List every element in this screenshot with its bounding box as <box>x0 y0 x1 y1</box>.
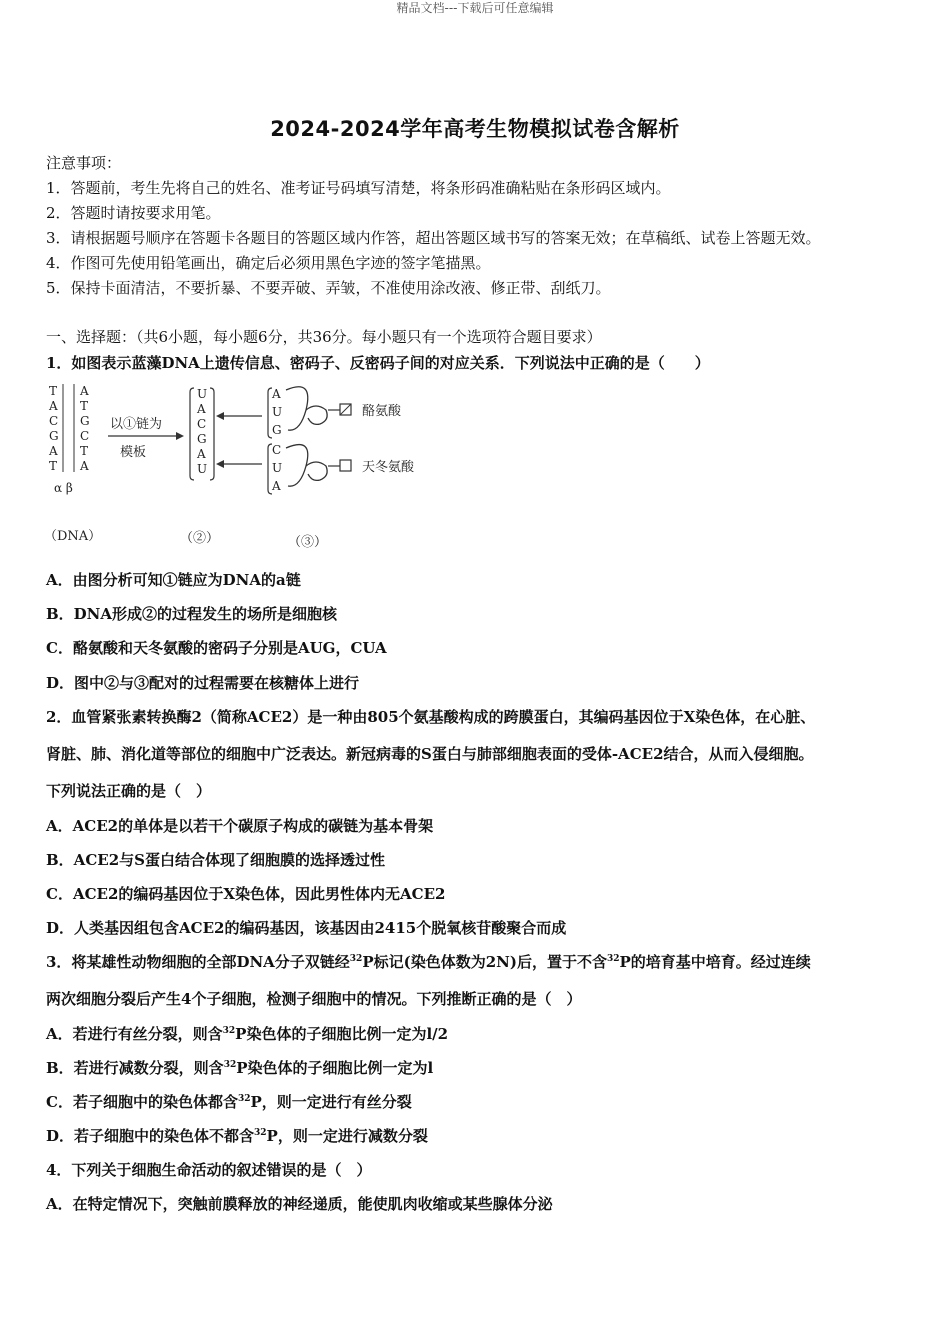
trna-base: U <box>272 461 283 475</box>
q1-stem: 1．如图表示蓝藻DNA上遗传信息、密码子、反密码子间的对应关系．下列说法中正确的是（ ） <box>46 354 710 372</box>
figure-label-2: （②） <box>180 531 220 546</box>
dna-base: A <box>49 444 58 458</box>
q2-option-b: B．ACE2与S蛋白结合体现了细胞膜的选择透过性 <box>46 851 385 869</box>
q3-option-b: B．若进行减数分裂，则含$^{32}$P染色体的子细胞比例一定为l <box>46 1059 434 1077</box>
q3-stem: 3．将某雄性动物细胞的全部DNA分子双链经$^{32}$P标记(染色体数为2N)后，置于不含$^{32}$P的培育基中培育。经过连续 <box>46 953 811 971</box>
q2-stem: 下列说法正确的是（ ） <box>46 782 212 800</box>
mrna-base: G <box>197 432 207 446</box>
dna-strands <box>48 384 90 495</box>
strand-labels: α β <box>54 481 73 495</box>
notice-item: 2．答题时请按要求用笔。 <box>46 204 221 222</box>
mrna-base: U <box>197 387 208 401</box>
notice-heading: 注意事项： <box>46 154 122 172</box>
q1-option-a: A．由图分析可知①链应为DNA的a链 <box>46 571 301 589</box>
q1-option-b: B．DNA形成②的过程发生的场所是细胞核 <box>46 605 338 623</box>
trna-base: C <box>272 443 282 457</box>
mrna-base: A <box>197 447 206 461</box>
dna-base: C <box>80 429 90 443</box>
amino-acid-label: 酪氨酸 <box>362 404 402 419</box>
dna-base: T <box>80 444 89 458</box>
genetic-code-figure <box>44 380 464 555</box>
dna-base: T <box>49 384 58 398</box>
q3-stem: 两次细胞分裂后产生4个子细胞，检测子细胞中的情况。下列推断正确的是（ ） <box>46 990 582 1008</box>
figure-label-dna: （DNA） <box>44 529 102 544</box>
notice-item: 4．作图可先使用铅笔画出，确定后必须用黑色字迹的签字笔描黑。 <box>46 254 491 272</box>
mrna-base: C <box>197 417 207 431</box>
notice-item: 1．答题前，考生先将自己的姓名、准考证号码填写清楚，将条形码准确粘贴在条形码区域内。 <box>46 179 671 197</box>
trna-base: U <box>272 405 283 419</box>
mrna-base: A <box>197 402 206 416</box>
q4-option-a: A．在特定情况下，突触前膜释放的神经递质，能使肌肉收缩或某些腺体分泌 <box>46 1195 553 1213</box>
notice-item: 3．请根据题号顺序在答题卡各题目的答题区域内作答，超出答题区域书写的答案无效；在草稿纸、试卷上答题无效。 <box>46 229 821 247</box>
dna-base: A <box>80 459 89 473</box>
template-label: 以①链为 <box>110 417 163 432</box>
section-heading: 一、选择题：（共6小题，每小题6分，共36分。每小题只有一个选项符合题目要求） <box>46 328 602 346</box>
dna-base: A <box>80 384 89 398</box>
dna-base: A <box>49 399 58 413</box>
dna-base: T <box>49 459 58 473</box>
q2-option-c: C．ACE2的编码基因位于X染色体，因此男性体内无ACE2 <box>46 885 446 903</box>
q2-option-a: A．ACE2的单体是以若干个碳原子构成的碳链为基本骨架 <box>46 817 434 835</box>
trna-base: A <box>272 479 281 493</box>
figure-label-3: （③） <box>288 535 328 550</box>
template-label: 模板 <box>120 445 147 460</box>
q3-option-d: D．若子细胞中的染色体不都含$^{32}$P，则一定进行减数分裂 <box>46 1127 428 1145</box>
q2-stem: 2．血管紧张素转换酶2（简称ACE2）是一种由805个氨基酸构成的跨膜蛋白，其编码基因位于X染色体，在心脏、 <box>46 708 816 726</box>
dna-base: G <box>49 429 59 443</box>
amino-acid-label: 天冬氨酸 <box>362 460 415 475</box>
notice-item: 5．保持卡面清洁，不要折暴、不要弄破、弄皱，不准使用涂改液、修正带、刮纸刀。 <box>46 279 611 297</box>
q2-stem: 肾脏、肺、消化道等部位的细胞中广泛表达。新冠病毒的S蛋白与肺部细胞表面的受体-ACE2结合，从而入侵细胞。 <box>46 745 814 763</box>
q2-option-d: D．人类基因组包含ACE2的编码基因，该基因由2415个脱氧核苷酸聚合而成 <box>46 919 567 937</box>
trna-base: G <box>272 423 282 437</box>
page-title: 2024-2024学年高考生物模拟试卷含解析 <box>270 117 680 141</box>
q1-option-d: D．图中②与③配对的过程需要在核糖体上进行 <box>46 674 360 692</box>
q3-option-a: A．若进行有丝分裂，则含$^{32}$P染色体的子细胞比例一定为l/2 <box>46 1025 449 1043</box>
dna-base: C <box>49 414 59 428</box>
dna-base: G <box>80 414 90 428</box>
dna-base: T <box>80 399 89 413</box>
trna-base: A <box>272 387 281 401</box>
q1-option-c: C．酪氨酸和天冬氨酸的密码子分别是AUG，CUA <box>46 639 387 657</box>
q3-option-c: C．若子细胞中的染色体都含$^{32}$P，则一定进行有丝分裂 <box>46 1093 412 1111</box>
q4-stem: 4．下列关于细胞生命活动的叙述错误的是（ ） <box>46 1161 372 1179</box>
header-note: 精品文档---下载后可任意编辑 <box>396 1 554 15</box>
mrna-base: U <box>197 462 208 476</box>
